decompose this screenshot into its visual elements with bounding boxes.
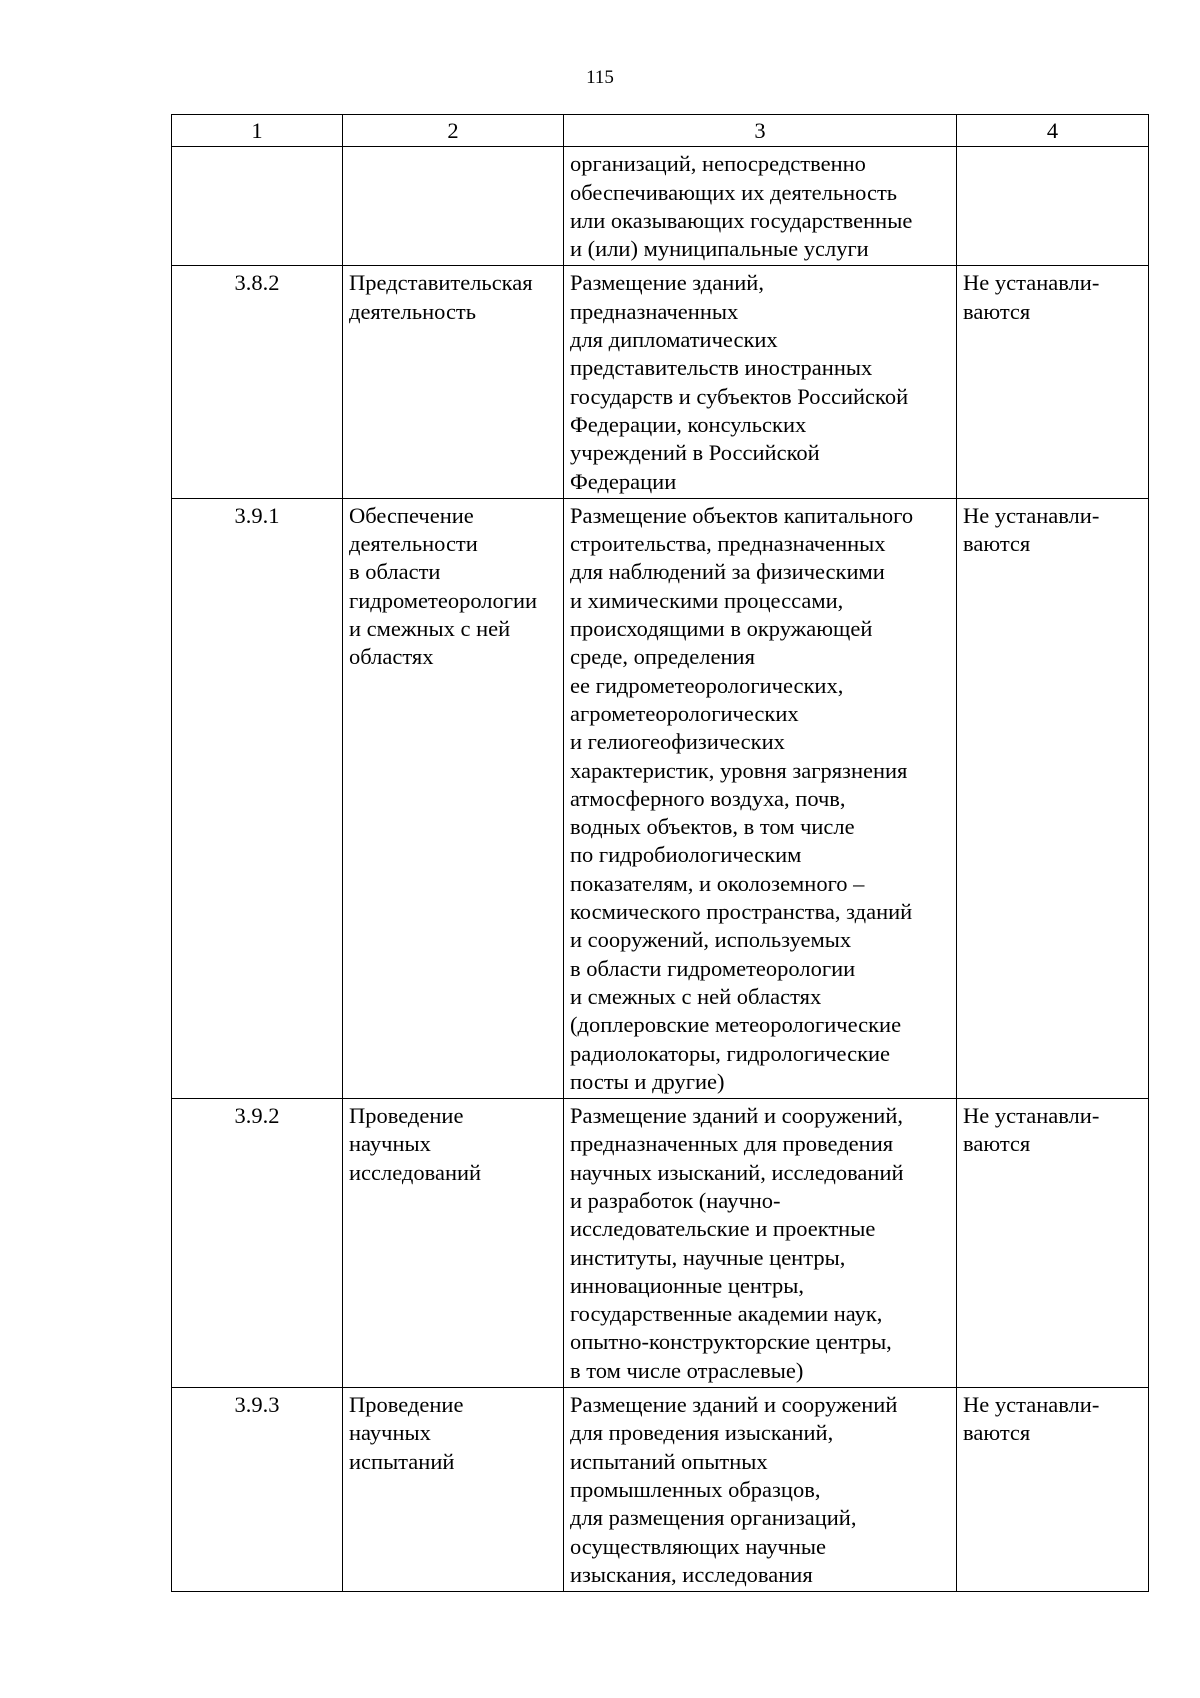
name-line: испытаний [349,1448,455,1474]
description-line: строительства, предназначенных [570,531,886,557]
name-line: Проведение [349,1103,464,1129]
description-line: агрометеорологических [570,700,799,726]
description-line: и сооружений, используемых [570,927,852,953]
table-row [172,147,1149,266]
row-code: 3.9.1 [172,498,343,1098]
row-name [343,1388,564,1592]
row-parameters [957,266,1149,498]
name-line: и смежных с ней [349,616,511,642]
description-line: государств и субъектов Российской [570,383,909,409]
row-description [564,266,957,498]
description-line: космического пространства, зданий [570,899,913,925]
description-line: и гелиогеофизических [570,729,785,755]
description-line: институты, научные центры, [570,1244,846,1270]
description-line: Федерации [570,468,677,494]
description-line: в том числе отраслевые) [570,1357,804,1383]
description-line: осуществляющих научные [570,1533,826,1559]
header-cell-3: 3 [564,115,957,147]
description-line: или оказывающих государственные [570,207,913,233]
parameters-line: ваются [963,531,1031,557]
description-line: (доплеровские метеорологические [570,1012,902,1038]
row-code: 3.9.2 [172,1099,343,1388]
header-cell-1: 1 [172,115,343,147]
description-line: ее гидрометеорологических, [570,672,844,698]
description-line: опытно-конструкторские центры, [570,1329,892,1355]
name-line: гидрометеорологии [349,587,538,613]
parameters-line: Не устанавли- [963,270,1100,296]
name-line: исследований [349,1159,482,1185]
description-line: и смежных с ней областях [570,983,822,1009]
description-line: характеристик, уровня загрязнения [570,757,908,783]
name-line: Обеспечение [349,502,474,528]
row-description [564,147,957,266]
row-name [343,498,564,1098]
description-line: радиолокаторы, гидрологические [570,1040,891,1066]
description-line: для проведения изысканий, [570,1420,834,1446]
description-line: Размещение зданий, [570,270,764,296]
row-description [564,498,957,1098]
description-line: и (или) муниципальные услуги [570,236,869,262]
parameters-line: Не устанавли- [963,1103,1100,1129]
description-line: водных объектов, в том числе [570,814,855,840]
description-line: Размещение зданий и сооружений, [570,1103,904,1129]
table-row [172,1099,1149,1388]
land-use-table [171,114,1149,1592]
table-row [172,498,1149,1098]
description-line: государственные академии наук, [570,1301,883,1327]
row-description [564,1388,957,1592]
description-line: посты и другие) [570,1068,725,1094]
description-line: испытаний опытных [570,1448,768,1474]
table-row [172,266,1149,498]
description-line: промышленных образцов, [570,1476,821,1502]
row-description [564,1099,957,1388]
header-row [172,115,1149,147]
table-row [172,1388,1149,1592]
parameters-line: ваются [963,298,1031,324]
name-line: деятельность [349,298,477,324]
description-line: Федерации, консульских [570,411,807,437]
description-line: среде, определения [570,644,755,670]
row-name [343,266,564,498]
name-line: Представительская [349,270,533,296]
description-line: инновационные центры, [570,1272,804,1298]
parameters-line: ваются [963,1420,1031,1446]
name-line: деятельности [349,531,478,557]
header-cell-4: 4 [957,115,1149,147]
description-line: по гидробиологическим [570,842,802,868]
parameters-line: Не устанавли- [963,502,1100,528]
row-code: 3.8.2 [172,266,343,498]
row-parameters [957,498,1149,1098]
description-line: предназначенных для проведения [570,1131,894,1157]
row-code [172,147,343,266]
row-code: 3.9.3 [172,1388,343,1592]
row-name [343,1099,564,1388]
row-name [343,147,564,266]
page-number: 115 [586,67,614,88]
header-cell-2: 2 [343,115,564,147]
description-line: в области гидрометеорологии [570,955,856,981]
row-parameters [957,1388,1149,1592]
name-line: Проведение [349,1392,464,1418]
table-body [172,147,1149,1592]
description-line: для размещения организаций, [570,1505,857,1531]
description-line: научных изысканий, исследований [570,1159,904,1185]
row-parameters [957,147,1149,266]
parameters-line: Не устанавли- [963,1392,1100,1418]
description-line: Размещение объектов капитального [570,502,914,528]
description-line: и разработок (научно- [570,1187,781,1213]
description-line: исследовательские и проектные [570,1216,876,1242]
name-line: в области [349,559,441,585]
description-line: атмосферного воздуха, почв, [570,785,846,811]
name-line: областях [349,644,434,670]
parameters-line: ваются [963,1131,1031,1157]
description-line: обеспечивающих их деятельность [570,179,898,205]
name-line: научных [349,1420,431,1446]
description-line: для наблюдений за физическими [570,559,885,585]
name-line: научных [349,1131,431,1157]
description-line: представительств иностранных [570,355,873,381]
description-line: организаций, непосредственно [570,151,866,177]
description-line: учреждений в Российской [570,440,820,466]
description-line: для дипломатических [570,327,778,353]
description-line: и химическими процессами, [570,587,844,613]
description-line: Размещение зданий и сооружений [570,1392,898,1418]
description-line: происходящими в окружающей [570,616,873,642]
description-line: показателям, и околоземного – [570,870,865,896]
description-line: изыскания, исследования [570,1561,813,1587]
description-line: предназначенных [570,298,739,324]
row-parameters [957,1099,1149,1388]
